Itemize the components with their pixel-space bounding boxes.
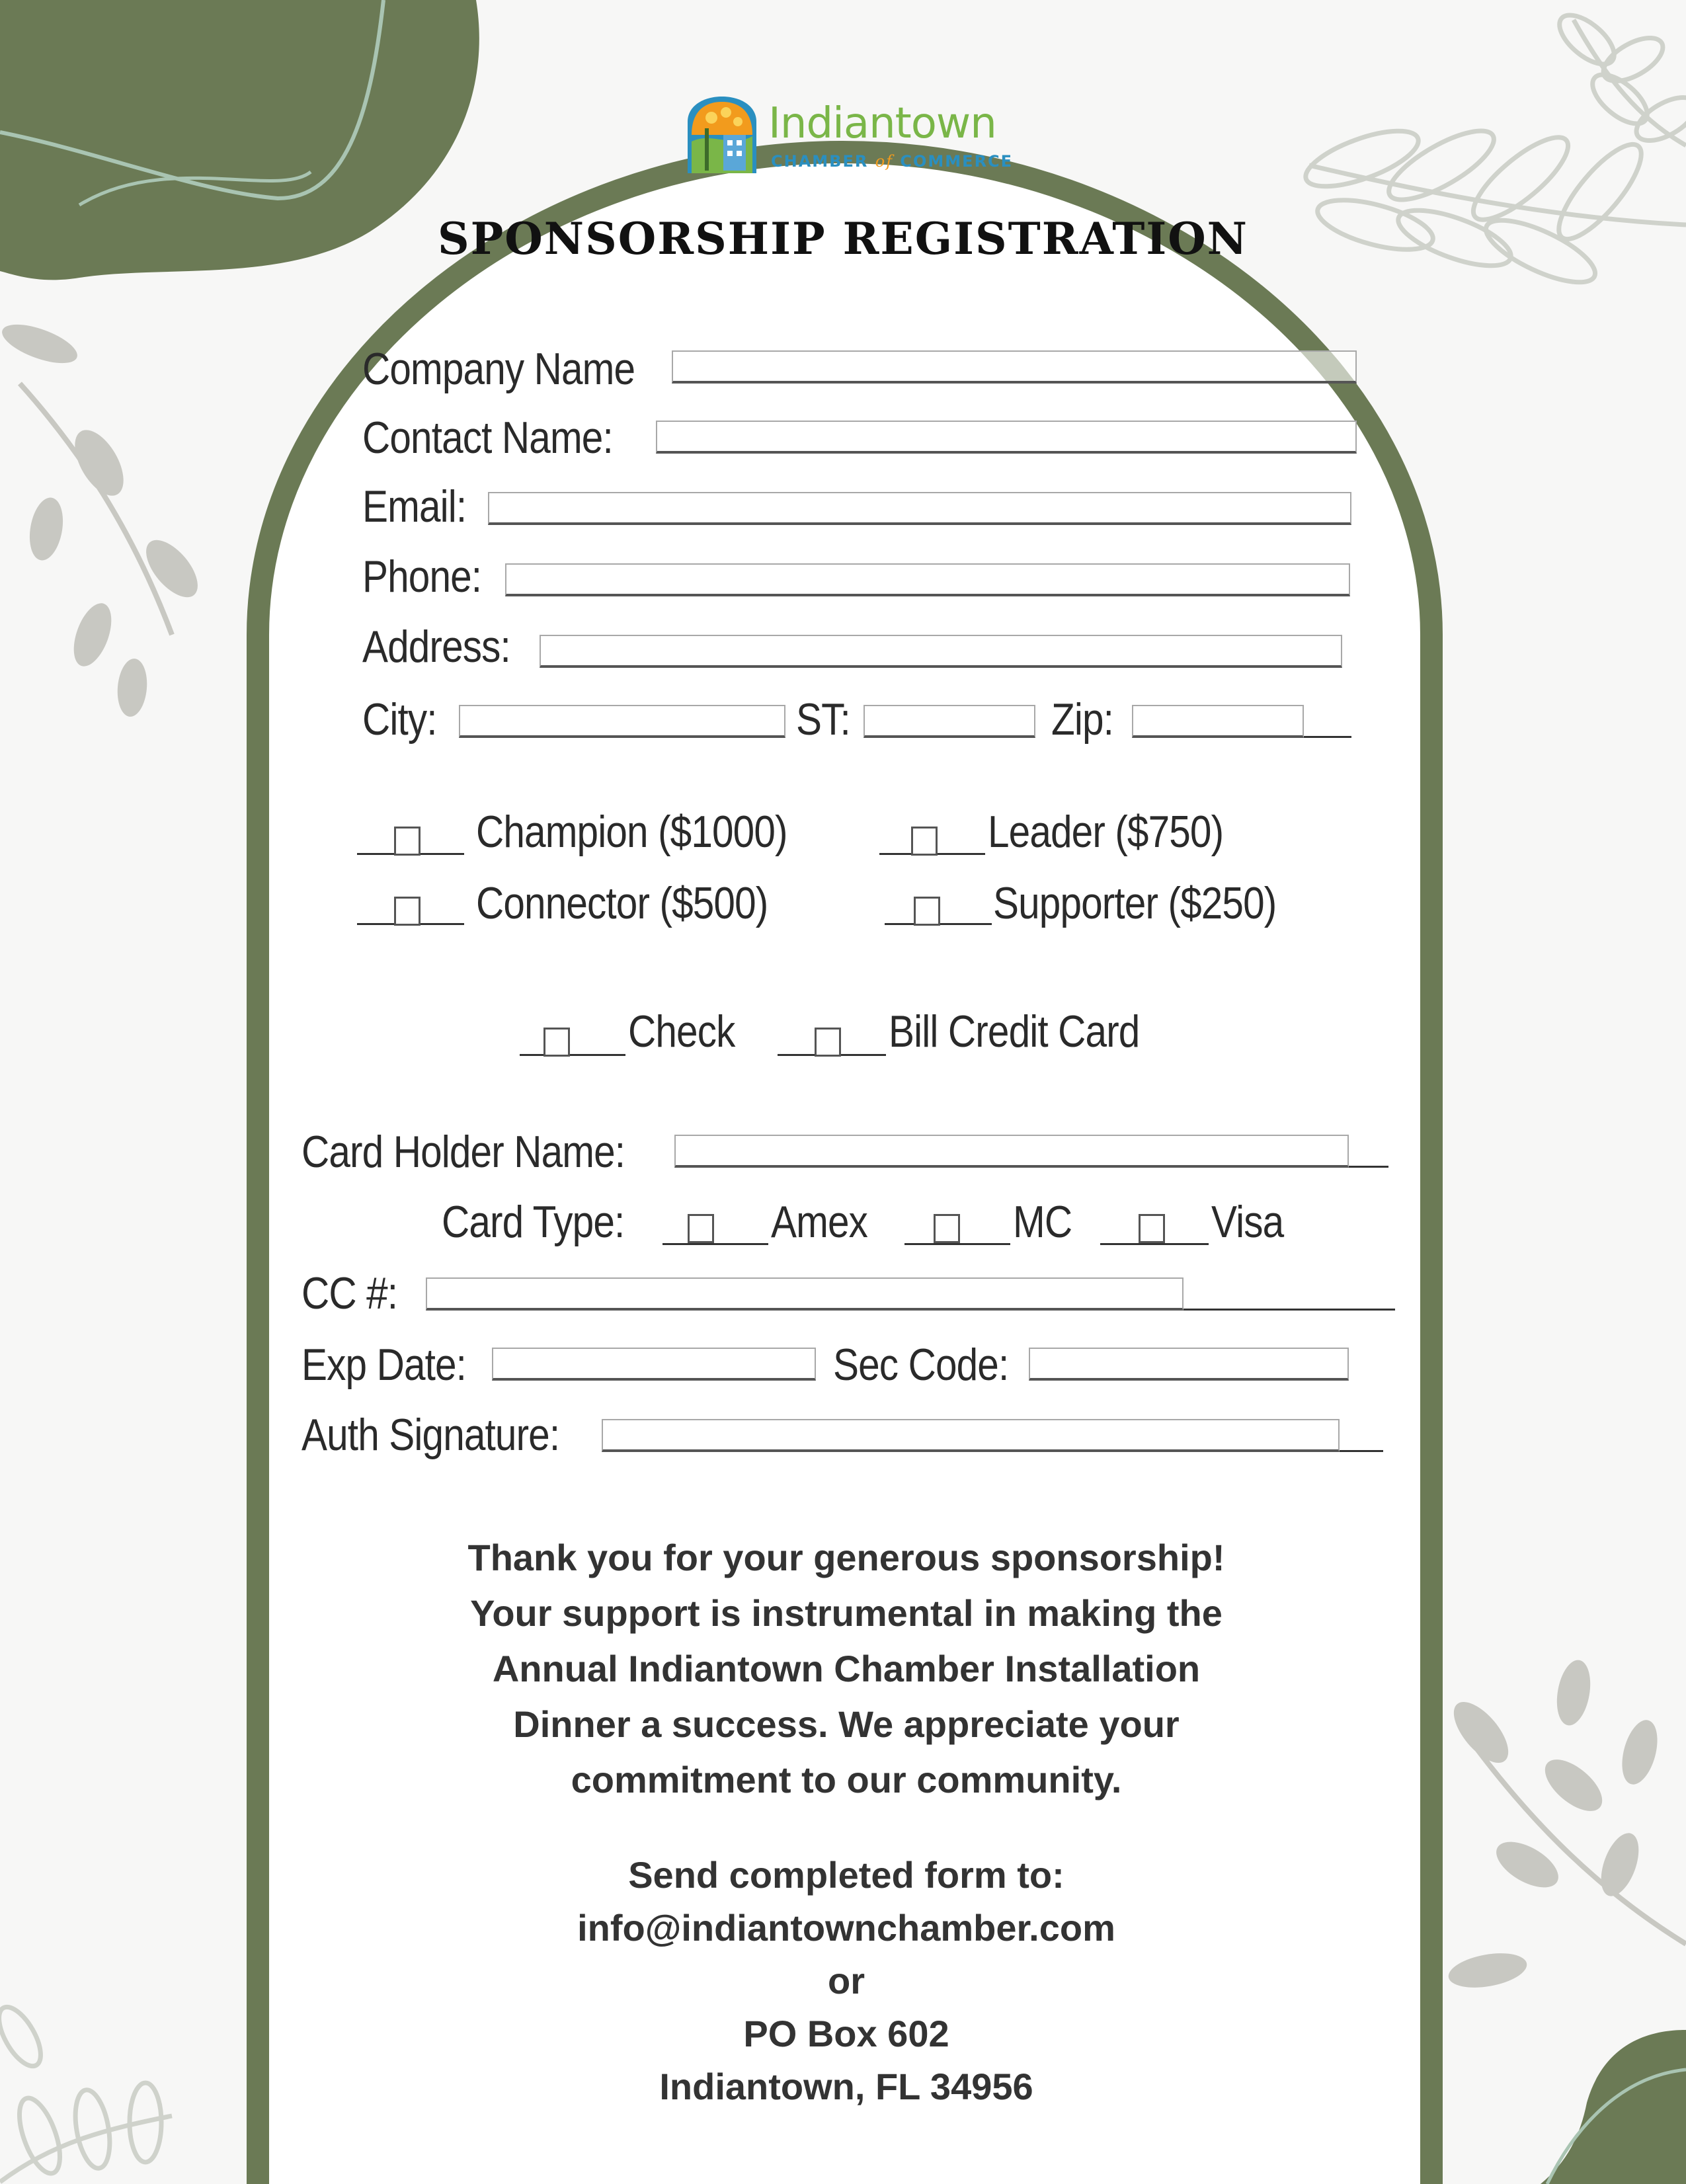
company-name-label: Company Name: [362, 344, 635, 394]
chamber-logo: [685, 95, 1016, 181]
company-name-field[interactable]: [672, 350, 1357, 384]
card-type-label: Card Type:: [442, 1197, 625, 1247]
send-email[interactable]: info@indiantownchamber.com: [577, 1907, 1115, 1949]
visa-label: Visa: [1211, 1197, 1284, 1247]
phone-label: Phone:: [362, 551, 482, 602]
thank-you-line: Annual Indiantown Chamber Installation: [492, 1648, 1201, 1689]
state-label: ST:: [796, 694, 850, 745]
check-checkbox[interactable]: [543, 1028, 570, 1057]
leader-label: Leader ($750): [988, 807, 1224, 857]
zip-field[interactable]: [1132, 705, 1304, 738]
mc-underline: [904, 1243, 1010, 1245]
exp-date-field[interactable]: [492, 1348, 816, 1381]
connector-label: Connector ($500): [476, 878, 768, 928]
logo-name: Indiantown: [768, 99, 996, 148]
visa-underline: [1100, 1243, 1209, 1245]
send-heading: Send completed form to:: [628, 1854, 1064, 1896]
contact-name-field[interactable]: [656, 421, 1357, 454]
amex-label: Amex: [771, 1197, 868, 1247]
send-instructions: [383, 1849, 1309, 2113]
bottom-left-leaf-outline: [0, 2001, 172, 2182]
page-title: SPONSORSHIP REGISTRATION: [437, 213, 1249, 264]
zip-label: Zip:: [1051, 694, 1114, 745]
cc-number-label: CC #:: [301, 1268, 398, 1318]
address-label: Address:: [362, 622, 510, 672]
state-field[interactable]: [863, 705, 1035, 738]
leader-checkbox[interactable]: [911, 827, 938, 856]
champion-checkbox[interactable]: [394, 827, 421, 856]
chamber-logo-icon: [685, 95, 759, 173]
email-label: Email:: [362, 481, 467, 532]
thank-you-line: Your support is instrumental in making the: [470, 1592, 1223, 1634]
supporter-checkbox[interactable]: [914, 897, 940, 926]
city-field[interactable]: [459, 705, 785, 738]
sec-code-label: Sec Code:: [833, 1340, 1009, 1390]
thank-you-line: Thank you for your generous sponsorship!: [467, 1537, 1225, 1578]
zip-underline: [1304, 736, 1351, 738]
bottom-right-blob: [1541, 2030, 1686, 2184]
email-field[interactable]: [488, 492, 1351, 525]
connector-checkbox[interactable]: [394, 897, 421, 926]
thank-you-message: [383, 1530, 1309, 1808]
auth-signature-field[interactable]: [602, 1419, 1340, 1452]
auth-signature-underline: [1340, 1450, 1383, 1452]
bill-credit-card-checkbox[interactable]: [815, 1028, 841, 1057]
thank-you-line: Dinner a success. We appreciate your: [513, 1703, 1180, 1745]
visa-checkbox[interactable]: [1139, 1214, 1165, 1243]
send-or: or: [828, 1960, 865, 2002]
bill-credit-card-label: Bill Credit Card: [889, 1006, 1140, 1057]
contact-name-label: Contact Name:: [362, 413, 613, 463]
mc-label: MC: [1013, 1197, 1072, 1247]
champion-label: Champion ($1000): [476, 807, 787, 857]
card-holder-underline: [1349, 1166, 1388, 1168]
sec-code-field[interactable]: [1029, 1348, 1349, 1381]
send-po-box: PO Box 602: [743, 2013, 949, 2054]
check-underline: [520, 1054, 625, 1056]
card-holder-name-label: Card Holder Name:: [301, 1127, 625, 1177]
card-holder-name-field[interactable]: [674, 1135, 1349, 1168]
phone-field[interactable]: [505, 563, 1350, 596]
mc-checkbox[interactable]: [934, 1214, 960, 1243]
auth-signature-label: Auth Signature:: [301, 1410, 560, 1460]
cc-number-field[interactable]: [426, 1277, 1184, 1311]
exp-date-label: Exp Date:: [301, 1340, 467, 1390]
send-city-state-zip: Indiantown, FL 34956: [659, 2066, 1033, 2107]
logo-subtitle: CHAMBER of COMMERCE: [771, 152, 1014, 171]
bottom-right-leaf-sprig: [1444, 1658, 1686, 1993]
left-leaf-sprig: [0, 317, 207, 718]
thank-you-line: commitment to our community.: [571, 1759, 1122, 1800]
city-label: City:: [362, 694, 437, 745]
amex-underline: [662, 1243, 768, 1245]
amex-checkbox[interactable]: [688, 1214, 714, 1243]
address-field[interactable]: [540, 635, 1342, 668]
supporter-label: Supporter ($250): [993, 878, 1277, 928]
cc-number-underline: [1184, 1309, 1395, 1311]
check-label: Check: [628, 1006, 735, 1057]
